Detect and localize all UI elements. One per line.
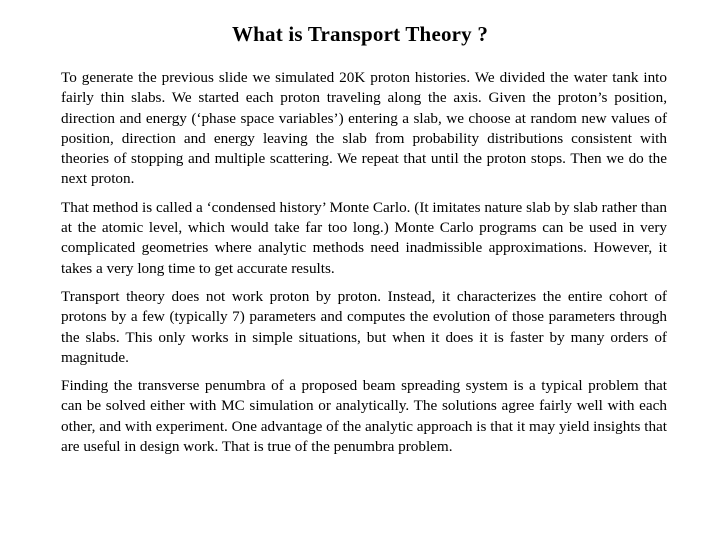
paragraph-transport-theory: Transport theory does not work proton by proton. Instead, it characterizes the entire cohort of protons by a few (typically 7) parameters and computes the evolution of those parameters through the slabs. This only works in simple situations, but when it does it is faster by many orders of magnitude. [61,287,667,366]
paragraph-monte-carlo-simulation: To generate the previous slide we simulated 20K proton histories. We divided the water tank into fairly thin slabs. We started each proton traveling along the axis. Given the proton’s position, direction and energy (‘phase space variables’) entering a slab, we choose at random new values of position, direction and energy leaving the slab from probability distributions consistent with theories of stopping and multiple scattering. We repeat that until the proton stops. Then we do the next proton. [61,69,667,188]
paragraph-condensed-history: That method is called a ‘condensed history’ Monte Carlo. (It imitates nature slab by slab rather than at the atomic level, which would take far too long.) Monte Carlo programs can be used in very complicated geometries where analytic methods need inadmissible approximations. However, it takes a very long time to get accurate results. [61,198,667,277]
slide-title: What is Transport Theory ? [231,22,489,46]
paragraph-penumbra-problem: Finding the transverse penumbra of a proposed beam spreading system is a typical problem that can be solved either with MC simulation or analytically. The solutions agree fairly well with each other, and with experiment. One advantage of the analytic approach is that it may yield insights that are useful in design work. That is true of the penumbra problem. [61,377,667,456]
slide-body [61,68,667,465]
